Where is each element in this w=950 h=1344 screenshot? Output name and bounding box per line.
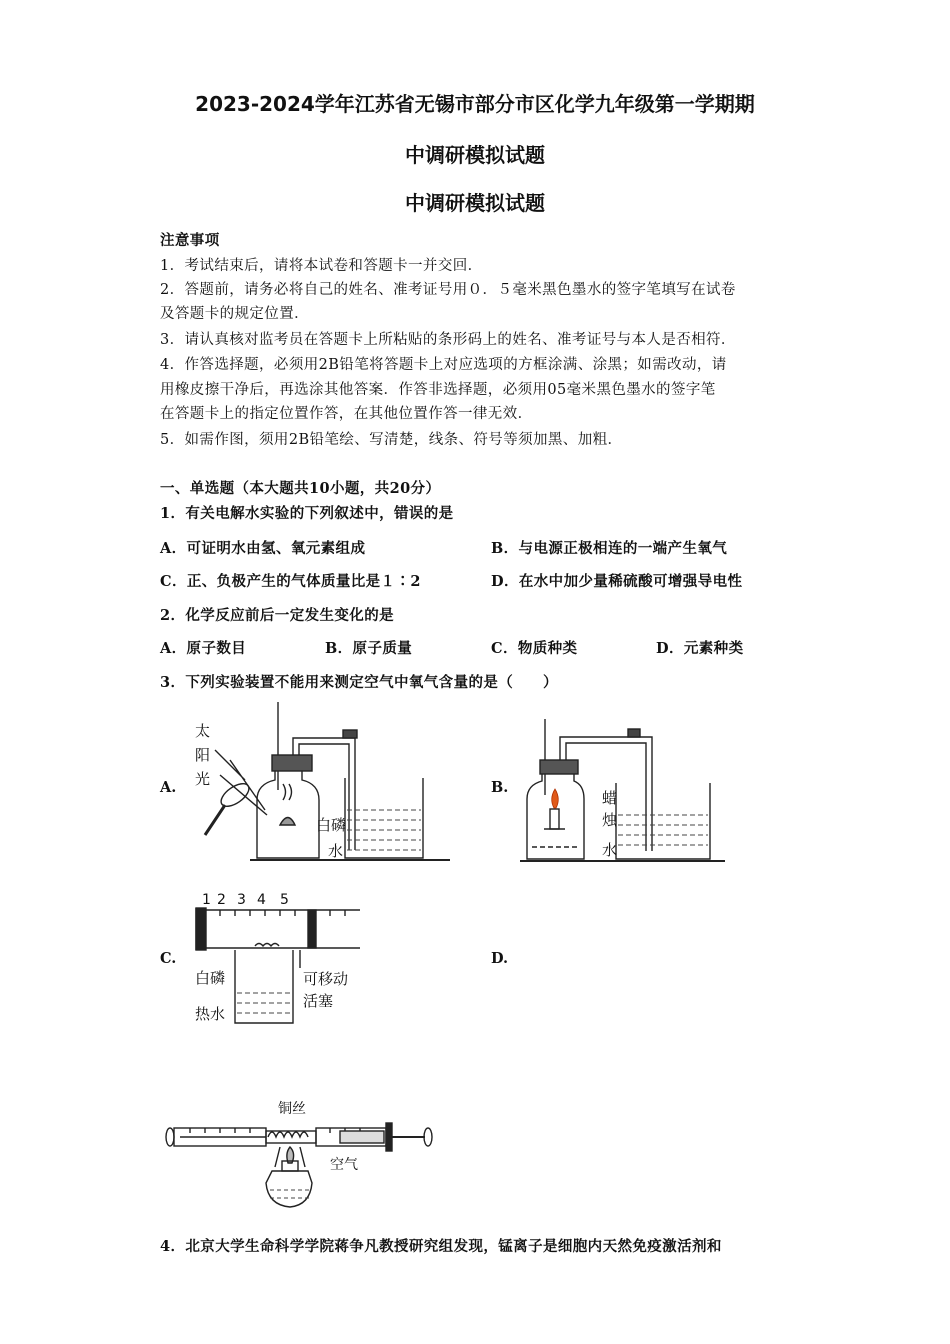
title-line-2: 中调研模拟试题 <box>405 143 545 167</box>
q3-option-b-label: B. <box>491 779 509 796</box>
q4-stem: 4．北京大学生命科学学院蒋争凡教授研究组发现，锰离子是细胞内天然免疫激活剂和 <box>160 1238 722 1255</box>
q1-stem: 1．有关电解水实验的下列叙述中，错误的是 <box>160 505 454 522</box>
q3-option-a-label: A. <box>160 779 177 796</box>
figure-d-apparatus <box>160 1095 440 1215</box>
q1-option-c: C．正、负极产生的气体质量比是１∶2 <box>160 573 421 590</box>
q3-option-d-label: D. <box>491 950 509 967</box>
figure-b-label-water: 水 <box>602 841 618 859</box>
q2-stem: 2．化学反应前后一定发生变化的是 <box>160 607 394 624</box>
note-line: 1．考试结束后，请将本试卷和答题卡一并交回． <box>160 258 483 274</box>
note-line: 及答题卡的规定位置． <box>160 306 309 322</box>
figure-b-label-candle2: 烛 <box>602 811 618 829</box>
figure-a-sun-char3: 光 <box>195 770 211 788</box>
q1-option-b: B．与电源正极相连的一端产生氧气 <box>491 540 728 557</box>
notes-heading: 注意事项 <box>160 232 220 249</box>
q1-option-a: A．可证明水由氢、氧元素组成 <box>160 540 366 557</box>
figure-b-label-candle1: 蜡 <box>602 789 618 807</box>
q2-option-c: C．物质种类 <box>491 640 578 657</box>
q2-option-b: B．原子质量 <box>325 640 413 657</box>
section-heading: 一、单选题（本大题共10小题，共20分） <box>160 480 441 497</box>
figure-d-label-air: 空气 <box>330 1157 358 1173</box>
note-line: 在答题卡上的指定位置作答，在其他位置作答一律无效． <box>160 406 533 422</box>
figure-c-label-phosphorus: 白磷 <box>195 969 226 987</box>
q2-option-d: D．元素种类 <box>656 640 744 657</box>
figure-a-label-water: 水 <box>328 842 344 860</box>
title-line-3: 中调研模拟试题 <box>405 191 545 215</box>
figure-a-sun-char2: 阳 <box>195 746 211 764</box>
figure-b-apparatus <box>520 715 730 865</box>
figure-c-label-hot-water: 热水 <box>195 1005 226 1023</box>
figure-c-label-piston2: 活塞 <box>303 992 334 1010</box>
figure-c-tick: 3 <box>237 892 246 908</box>
note-line: 2．答题前，请务必将自己的姓名、准考证号用０．５毫米黑色墨水的签字笔填写在试卷 <box>160 282 736 298</box>
note-line: 4．作答选择题，必须用2B铅笔将答题卡上对应选项的方框涂满、涂黑；如需改动，请 <box>160 357 727 373</box>
figure-c-tick: 1 <box>202 892 211 908</box>
note-line: 3．请认真核对监考员在答题卡上所粘贴的条形码上的姓名、准考证号与本人是否相符． <box>160 332 736 348</box>
q1-option-d: D．在水中加少量稀硫酸可增强导电性 <box>491 573 743 590</box>
figure-a-apparatus <box>185 700 455 865</box>
figure-c-tick: 5 <box>280 892 289 908</box>
note-line: 用橡皮擦干净后，再选涂其他答案．作答非选择题，必须用05毫米黑色墨水的签字笔 <box>160 382 716 398</box>
q3-option-c-label: C. <box>160 950 177 967</box>
figure-c-apparatus <box>190 888 365 1028</box>
figure-c-label-piston1: 可移动 <box>303 970 349 988</box>
figure-d-label-copper: 铜丝 <box>278 1101 306 1117</box>
note-line: 5．如需作图，须用2B铅笔绘、写清楚，线条、符号等须加黑、加粗． <box>160 432 623 448</box>
q2-option-a: A．原子数目 <box>160 640 247 657</box>
figure-c-tick: 4 <box>257 892 266 908</box>
q3-stem: 3．下列实验装置不能用来测定空气中氧气含量的是（ ） <box>160 674 558 691</box>
figure-a-sun-char1: 太 <box>195 722 211 740</box>
title-line-1: 2023-2024学年江苏省无锡市部分市区化学九年级第一学期期 <box>195 92 755 116</box>
figure-a-label-phosphorus: 白磷 <box>316 816 347 834</box>
figure-c-tick: 2 <box>217 892 226 908</box>
